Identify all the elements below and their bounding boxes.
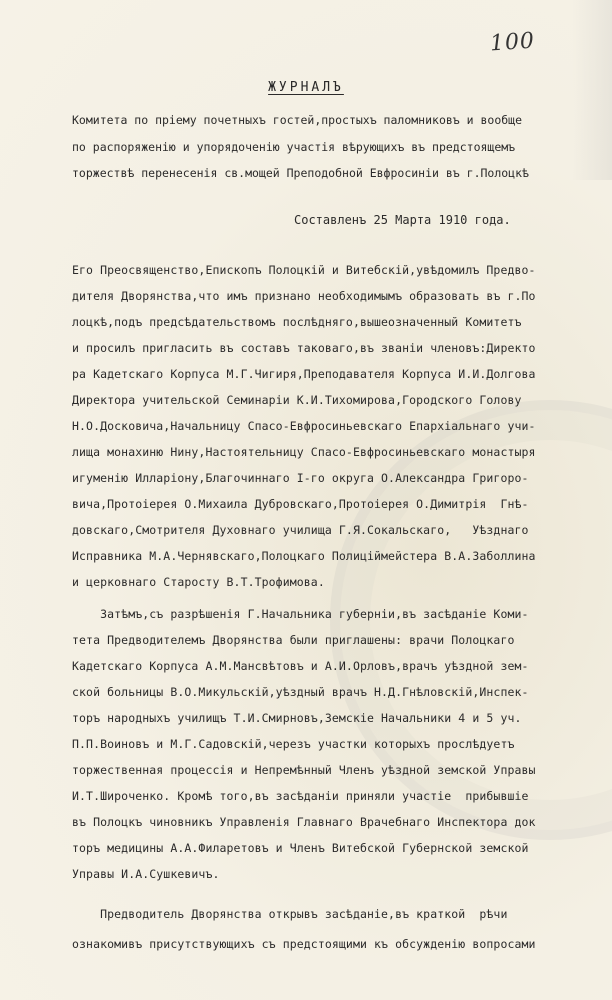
body-line: Его Преосвященство,Епископъ Полоцкій и Витебскій,увѣдомилъ Предво-: [72, 263, 536, 277]
body-line: торъ медицины А.А.Филаретовъ и Членъ Витебской Губернской земской: [72, 841, 529, 855]
subtitle-line-1: Комитета по пріему почетныхъ гостей,простыхъ паломниковъ и вообще: [72, 113, 523, 127]
body-line: И.Т.Широченко. Кромѣ того,въ засѣданіи приняли участіе прибывшіе: [72, 789, 529, 803]
body-line: ознакомивъ присутствующихъ съ предстоящими къ обсужденію вопросами: [72, 937, 536, 951]
body-line: и церковнаго Старосту В.Т.Трофимова.: [72, 575, 325, 589]
body-line: лища монахиню Нину,Настоятельницу Спасо-Евфросиньевскаго монастыря: [72, 445, 536, 459]
subtitle-line-2: по распоряженію и упорядоченію участія вѣрующихъ въ предстоящемъ: [72, 140, 516, 154]
body-line: торъ народныхъ училищъ Т.И.Смирновъ,Земскіе Начальники 4 и 5 уч.: [72, 711, 522, 725]
body-line: Исправника М.А.Чернявскаго,Полоцкаго Полиціймейстера В.А.Заболлина: [72, 549, 536, 563]
body-line: и просилъ пригласить въ составъ таковаго,въ званіи членовъ:Директо: [72, 341, 536, 355]
body-line: Затѣмъ,съ разрѣшенія Г.Начальника губерніи,въ засѣданіе Коми-: [72, 607, 529, 621]
body-line: вича,Протоіерея О.Михаила Дубровскаго,Протоіерея О.Димитрія Гнѣ-: [72, 497, 529, 511]
body-line: Кадетскаго Корпуса А.М.Мансвѣтовъ и А.И.Орловъ,врачъ уѣздной зем-: [72, 659, 529, 673]
body-line: дителя Дворянства,что имъ признано необходимымъ образовать въ г.По: [72, 289, 536, 303]
body-line: Управы И.А.Сушкевичъ.: [72, 867, 220, 881]
body-line: Директора учительской Семинаріи К.И.Тихомирова,Городского Голову: [72, 393, 522, 407]
page-number: 100: [489, 28, 536, 57]
body-line: лоцкѣ,подъ предсѣдательствомъ послѣдняго,вышеозначенный Комитетъ: [72, 315, 522, 329]
body-line: торжественная процессія и Непремѣнный Членъ уѣздной земской Управы: [72, 763, 536, 777]
body-line: Н.О.Досковича,Начальницу Спасо-Евфросиньевскаго Епархіальнаго учи-: [72, 419, 536, 433]
body-line: игуменію Илларіону,Благочиннаго I-го округа О.Александра Григоро-: [72, 471, 529, 485]
body-line: Предводитель Дворянства открывъ засѣданіе,въ краткой рѣчи: [72, 907, 508, 921]
body-line: ра Кадетскаго Корпуса М.Г.Чигиря,Преподавателя Корпуса И.И.Долгова: [72, 367, 536, 381]
body-line: довскаго,Смотрителя Духовнаго училища Г.Я.Сокальскаго, Уѣзднаго: [72, 523, 529, 537]
body-line: тета Предводителемъ Дворянства были приглашены: врачи Полоцкаго: [72, 633, 515, 647]
body-line: П.П.Воиновъ и М.Г.Садовскій,черезъ участки которыхъ прослѣдуетъ: [72, 737, 515, 751]
document-title: ЖУРНАЛЪ: [268, 80, 344, 95]
date-line: Составленъ 25 Марта 1910 года.: [294, 213, 511, 227]
subtitle-line-3: торжествѣ перенесенія св.мощей Преподобной Евфросиніи въ г.Полоцкѣ: [72, 166, 529, 180]
body-line: ской больницы В.О.Микульскій,уѣздный врачъ Н.Д.Гнѣловскій,Инспек-: [72, 685, 529, 699]
body-line: въ Полоцкъ чиновникъ Управленія Главнаго Врачебнаго Инспектора док: [72, 815, 536, 829]
